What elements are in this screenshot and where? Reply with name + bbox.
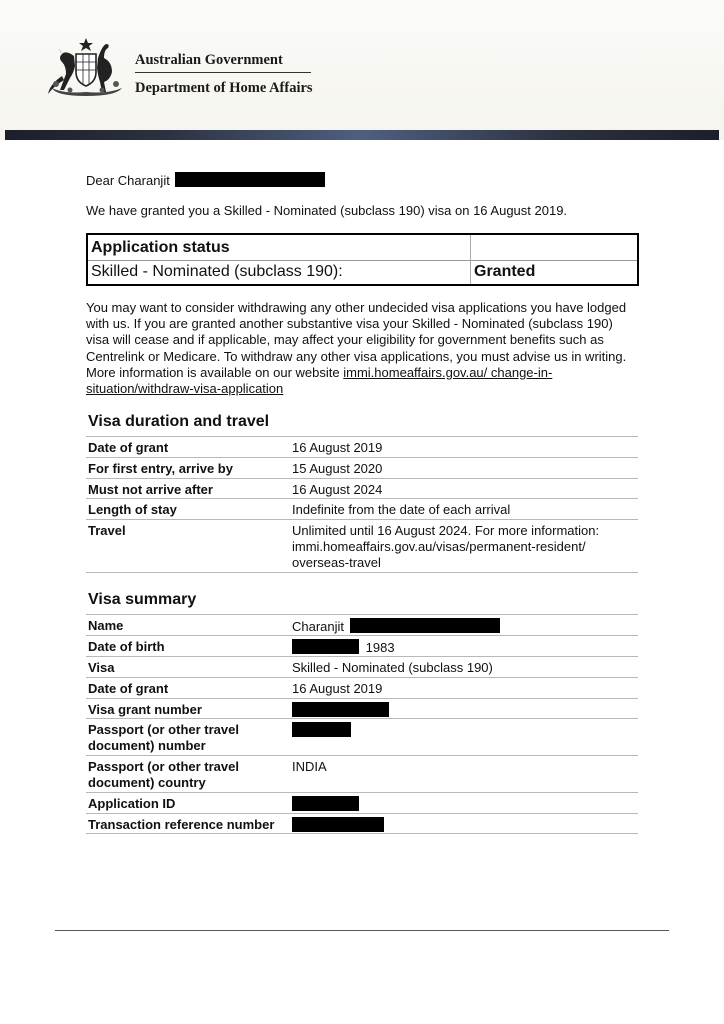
table-row	[86, 457, 638, 478]
row-label: Date of birth	[88, 639, 165, 654]
row-label: Passport (or other travel document) number	[88, 722, 239, 753]
grant-sentence: We have granted you a Skilled - Nominated (subclass 190) visa on 16 August 2019.	[86, 203, 568, 218]
notice-text: You may want to consider withdrawing any other undecided visa applications you have lodged with us. If you are granted another substantive visa your Skilled - Nominated (subclass 190) visa will cease and if applicable, may affect your eligibility for government benefits such as Centrelink or Medicare. To withdraw any other visa applications, you must advise us in writing. More information is available on our website	[86, 300, 627, 380]
row-value: 16 August 2019	[292, 681, 383, 696]
status-title: Application status	[91, 239, 230, 256]
row-label: Date of grant	[88, 681, 169, 696]
footer-divider	[55, 930, 669, 931]
table-row	[86, 519, 638, 573]
row-value: Unlimited until 16 August 2024. For more information: immi.homeaffairs.gov.au/visas/permanent-resident/ overseas-travel	[292, 523, 600, 570]
row-value: 16 August 2019	[292, 440, 383, 455]
table-row	[86, 718, 638, 755]
row-label: Travel	[88, 523, 126, 538]
row-label: For first entry, arrive by	[88, 461, 233, 476]
row-value: Indefinite from the date of each arrival	[292, 502, 511, 517]
row-label: Transaction reference number	[88, 817, 275, 832]
row-label: Passport (or other travel document) country	[88, 759, 239, 790]
table-row	[86, 635, 638, 656]
redaction-block	[292, 702, 389, 717]
summary-table	[86, 614, 638, 834]
letterhead-divider	[135, 72, 311, 73]
redaction-block	[292, 817, 384, 832]
row-value	[292, 639, 632, 656]
table-row	[86, 498, 638, 519]
table-row	[86, 677, 638, 698]
duration-table	[86, 436, 638, 573]
name-value: Charanjit	[292, 619, 345, 634]
header-bar	[5, 130, 719, 140]
status-divider	[88, 260, 637, 261]
row-value	[292, 618, 632, 635]
table-row	[86, 813, 638, 834]
withdraw-visa-link[interactable]: immi.homeaffairs.gov.au/ change-in-situation/withdraw-visa-application	[86, 364, 553, 397]
row-value: INDIA	[292, 759, 327, 774]
row-label: Visa grant number	[88, 702, 202, 717]
row-label: Visa	[88, 660, 115, 675]
status-column-divider	[470, 235, 471, 284]
coat-of-arms-icon	[44, 36, 128, 98]
section-title-summary: Visa summary	[88, 591, 197, 608]
redaction-block	[292, 639, 359, 654]
row-value	[292, 722, 632, 739]
government-name: Australian Government	[135, 52, 283, 68]
table-row	[86, 698, 638, 718]
redaction-block	[175, 172, 325, 187]
table-row	[86, 656, 638, 677]
status-visa: Skilled - Nominated (subclass 190):	[91, 263, 343, 280]
row-label: Name	[88, 618, 124, 633]
table-row	[86, 478, 638, 498]
row-label: Application ID	[88, 796, 176, 811]
row-value: 16 August 2024	[292, 482, 383, 497]
greeting	[86, 172, 325, 189]
row-value	[292, 817, 632, 834]
redaction-block	[292, 722, 351, 737]
status-value: Granted	[474, 263, 536, 280]
department-name: Department of Home Affairs	[135, 80, 313, 96]
application-status-box	[86, 233, 639, 286]
row-value: 15 August 2020	[292, 461, 383, 476]
table-row	[86, 436, 638, 457]
table-row	[86, 755, 638, 792]
table-row	[86, 614, 638, 635]
birth-year: 1983	[365, 640, 395, 655]
row-label: Must not arrive after	[88, 482, 213, 497]
section-title-duration: Visa duration and travel	[88, 413, 270, 430]
greeting-text: Dear Charanjit	[86, 173, 170, 188]
row-value	[292, 796, 632, 813]
redaction-block	[350, 618, 500, 633]
row-value	[292, 702, 632, 719]
withdrawal-notice	[86, 300, 631, 397]
row-label: Date of grant	[88, 440, 169, 455]
row-label: Length of stay	[88, 502, 177, 517]
redaction-block	[292, 796, 359, 811]
table-row	[86, 792, 638, 813]
row-value: Skilled - Nominated (subclass 190)	[292, 660, 493, 675]
